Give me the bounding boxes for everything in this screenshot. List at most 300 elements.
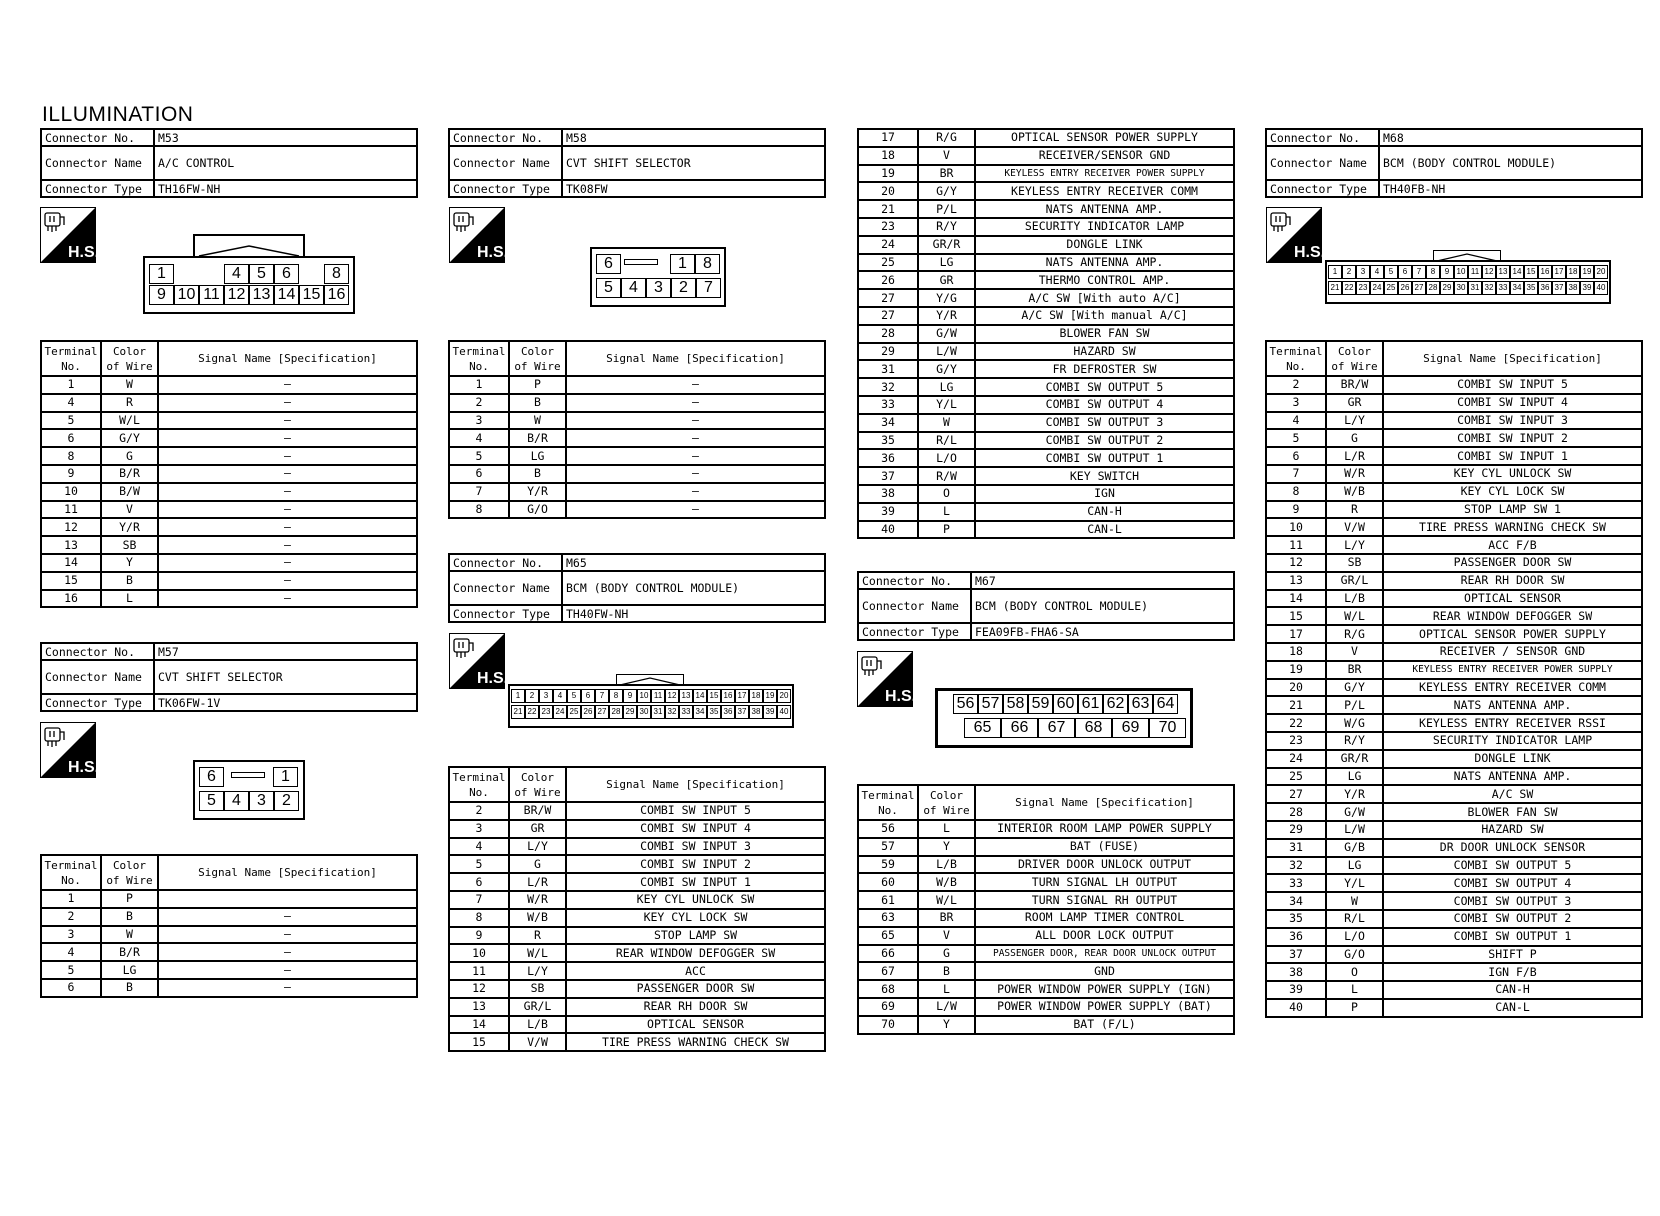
terminal-no-cell: 37 <box>858 467 918 485</box>
connector-pin: 39 <box>763 705 777 719</box>
table-row <box>1266 839 1642 857</box>
connector-pin: 4 <box>621 278 646 298</box>
signal-name-cell: OPTICAL SENSOR <box>1383 590 1642 608</box>
terminal-no-cell: 34 <box>858 414 918 432</box>
table-row <box>1266 892 1642 910</box>
table-row <box>858 182 1234 200</box>
table-row <box>1266 928 1642 946</box>
signal-name-cell <box>158 890 417 908</box>
terminal-no-header: Terminal No. <box>41 341 101 376</box>
terminal-no-cell: 29 <box>858 343 918 361</box>
table-row <box>449 412 825 430</box>
connector-name-value: BCM (BODY CONTROL MODULE) <box>971 589 1234 623</box>
connector-pin: 22 <box>1342 281 1356 295</box>
signal-name-cell: OPTICAL SENSOR POWER SUPPLY <box>975 129 1234 147</box>
terminal-no-cell: 2 <box>1266 376 1326 394</box>
connector-pin: 14 <box>693 689 707 703</box>
signal-name-cell: REAR WINDOW DEFOGGER SW <box>1383 607 1642 625</box>
signal-name-header: Signal Name [Specification] <box>158 855 417 890</box>
terminal-no-cell: 7 <box>1266 465 1326 483</box>
wire-color-cell: P <box>101 890 158 908</box>
table-row <box>1266 768 1642 786</box>
signal-name-cell: – <box>566 501 825 519</box>
wire-color-cell: R/G <box>918 129 975 147</box>
wire-color-cell: V/W <box>509 1033 566 1051</box>
connector-pin: 8 <box>609 689 623 703</box>
signal-name-cell: BLOWER FAN SW <box>1383 803 1642 821</box>
terminal-no-cell: 1 <box>449 376 509 394</box>
connector-pin: 30 <box>1454 281 1468 295</box>
table-row <box>41 979 417 997</box>
signal-name-cell: COMBI SW OUTPUT 3 <box>1383 892 1642 910</box>
signal-name-cell: DONGLE LINK <box>975 236 1234 254</box>
table-row <box>1266 501 1642 519</box>
table-row <box>449 394 825 412</box>
signal-name-cell: COMBI SW INPUT 1 <box>1383 447 1642 465</box>
table-row <box>41 572 417 590</box>
table-row <box>1266 483 1642 501</box>
terminal-no-header: Terminal No. <box>1266 341 1326 376</box>
terminal-no-cell: 18 <box>1266 643 1326 661</box>
table-row <box>1266 625 1642 643</box>
connector-pin: 2 <box>1342 265 1356 279</box>
table-row <box>449 429 825 447</box>
terminal-no-cell: 36 <box>858 449 918 467</box>
table-row <box>858 271 1234 289</box>
wire-color-cell: SB <box>1326 554 1383 572</box>
signal-name-cell: SECURITY INDICATOR LAMP <box>1383 732 1642 750</box>
terminal-no-cell: 70 <box>858 1016 918 1034</box>
connector-type-value: TH40FB-NH <box>1379 180 1642 197</box>
connector-pin: 15 <box>299 285 324 305</box>
terminal-no-cell: 5 <box>449 855 509 873</box>
wire-color-cell: R <box>509 927 566 945</box>
terminal-no-cell: 10 <box>449 944 509 962</box>
terminal-no-cell: 31 <box>858 360 918 378</box>
terminal-no-cell: 19 <box>1266 661 1326 679</box>
terminal-no-cell: 3 <box>41 926 101 944</box>
signal-name-cell: – <box>158 412 417 430</box>
connector-pin: 28 <box>1426 281 1440 295</box>
connector-no-value: M53 <box>154 129 417 146</box>
signal-name-cell: IGN <box>975 485 1234 503</box>
wire-color-cell: R/Y <box>918 218 975 236</box>
connector-name-label: Connector Name <box>858 589 971 623</box>
signal-name-cell: TIRE PRESS WARNING CHECK SW <box>566 1033 825 1051</box>
terminal-no-cell: 59 <box>858 856 918 874</box>
wire-color-cell: B/R <box>101 943 158 961</box>
table-row <box>1266 981 1642 999</box>
signal-name-cell: PASSENGER DOOR SW <box>566 980 825 998</box>
table-row <box>449 802 825 820</box>
table-row <box>1266 714 1642 732</box>
hs-label: H.S. <box>477 244 509 261</box>
signal-name-cell: COMBI SW INPUT 1 <box>566 873 825 891</box>
wire-color-cell: G/Y <box>101 429 158 447</box>
signal-name-cell: TURN SIGNAL RH OUTPUT <box>975 891 1234 909</box>
terminal-no-cell: 3 <box>449 412 509 430</box>
terminal-no-cell: 13 <box>41 536 101 554</box>
wire-color-cell: L/B <box>918 856 975 874</box>
connector-name-value: CVT SHIFT SELECTOR <box>562 146 825 180</box>
wire-color-cell: LG <box>101 961 158 979</box>
signal-name-cell: CAN-L <box>1383 999 1642 1017</box>
color-of-wire-header: Color of Wire <box>101 855 158 890</box>
table-row <box>858 449 1234 467</box>
connector-pin: 29 <box>623 705 637 719</box>
color-of-wire-header: Color of Wire <box>101 341 158 376</box>
table-row <box>1266 572 1642 590</box>
signal-name-cell: COMBI SW OUTPUT 1 <box>1383 928 1642 946</box>
signal-name-cell: PASSENGER DOOR SW <box>1383 554 1642 572</box>
connector-no-label: Connector No. <box>41 129 154 146</box>
wire-color-cell: L/W <box>918 998 975 1016</box>
wire-color-cell: LG <box>1326 768 1383 786</box>
wire-color-cell: L <box>918 980 975 998</box>
table-row <box>449 855 825 873</box>
table-row <box>1266 999 1642 1017</box>
terminal-no-cell: 21 <box>1266 696 1326 714</box>
terminal-no-cell: 12 <box>41 518 101 536</box>
signal-name-cell: DONGLE LINK <box>1383 750 1642 768</box>
terminal-no-cell: 32 <box>858 378 918 396</box>
signal-name-cell: COMBI SW INPUT 3 <box>566 838 825 856</box>
terminal-no-cell: 14 <box>41 554 101 572</box>
wire-color-cell: GR <box>918 271 975 289</box>
connector-pin: 60 <box>1053 694 1078 714</box>
table-row <box>449 873 825 891</box>
connector-pin: 1 <box>273 767 298 787</box>
wire-color-cell: SB <box>101 536 158 554</box>
table-row <box>858 414 1234 432</box>
wire-color-cell: GR/L <box>509 998 566 1016</box>
signal-name-cell: COMBI SW OUTPUT 5 <box>1383 857 1642 875</box>
connector-pin: 17 <box>1552 265 1566 279</box>
wire-color-cell: L <box>101 590 158 608</box>
signal-name-cell: – <box>158 376 417 394</box>
terminal-no-cell: 23 <box>858 218 918 236</box>
wire-color-cell: G/W <box>918 325 975 343</box>
wire-color-cell: BR <box>918 909 975 927</box>
wire-color-cell: GR/L <box>1326 572 1383 590</box>
wire-color-cell: W/L <box>509 944 566 962</box>
terminal-no-cell: 61 <box>858 891 918 909</box>
hs-icon <box>1266 207 1326 263</box>
connector-name-value: BCM (BODY CONTROL MODULE) <box>1379 146 1642 180</box>
hs-icon <box>449 633 509 689</box>
signal-name-cell: – <box>158 501 417 519</box>
terminal-no-cell: 4 <box>41 943 101 961</box>
wire-color-cell: Y <box>918 1016 975 1034</box>
wire-color-cell: Y/G <box>918 289 975 307</box>
wire-color-cell: BR/W <box>1326 376 1383 394</box>
signal-name-cell: ROOM LAMP TIMER CONTROL <box>975 909 1234 927</box>
table-row <box>1266 607 1642 625</box>
wire-color-cell: R <box>1326 501 1383 519</box>
terminal-no-cell: 4 <box>41 394 101 412</box>
signal-name-cell: STOP LAMP SW 1 <box>1383 501 1642 519</box>
signal-name-cell: DRIVER DOOR UNLOCK OUTPUT <box>975 856 1234 874</box>
signal-name-cell: – <box>566 376 825 394</box>
wire-color-cell: G/Y <box>918 360 975 378</box>
terminal-no-cell: 63 <box>858 909 918 927</box>
table-row <box>1266 536 1642 554</box>
connector-pin: 70 <box>1149 718 1186 738</box>
signal-name-cell: A/C SW <box>1383 785 1642 803</box>
table-row <box>858 998 1234 1016</box>
connector-type-label: Connector Type <box>449 605 562 622</box>
connector-pin: 11 <box>651 689 665 703</box>
wire-color-cell: P <box>509 376 566 394</box>
connector-pin: 11 <box>199 285 224 305</box>
terminal-no-cell: 3 <box>1266 394 1326 412</box>
signal-name-cell: HAZARD SW <box>975 343 1234 361</box>
wire-color-cell: R/G <box>1326 625 1383 643</box>
terminal-no-cell: 1 <box>41 376 101 394</box>
connector-pin: 15 <box>707 689 721 703</box>
connector-pin: 37 <box>735 705 749 719</box>
connector-pin: 13 <box>249 285 274 305</box>
terminal-no-cell: 28 <box>858 325 918 343</box>
terminal-no-cell: 66 <box>858 945 918 963</box>
table-row <box>858 218 1234 236</box>
terminal-no-cell: 5 <box>41 412 101 430</box>
wire-color-cell: L/Y <box>1326 412 1383 430</box>
terminal-no-cell: 10 <box>41 483 101 501</box>
table-row <box>858 927 1234 945</box>
signal-name-cell: TIRE PRESS WARNING CHECK SW <box>1383 518 1642 536</box>
connector-pin: 36 <box>1538 281 1552 295</box>
terminal-no-cell: 13 <box>1266 572 1326 590</box>
wire-color-cell: BR <box>918 165 975 183</box>
connector-pin: 3 <box>1356 265 1370 279</box>
terminal-no-cell: 13 <box>449 998 509 1016</box>
signal-name-cell: OPTICAL SENSOR <box>566 1016 825 1034</box>
connector-pin: 9 <box>623 689 637 703</box>
wire-color-cell: G/W <box>1326 803 1383 821</box>
connector-pin: 12 <box>665 689 679 703</box>
table-row <box>1266 554 1642 572</box>
wire-color-cell: Y/L <box>1326 874 1383 892</box>
terminal-no-cell: 60 <box>858 873 918 891</box>
wire-color-cell: SB <box>509 980 566 998</box>
table-row <box>858 856 1234 874</box>
connector-pin: 13 <box>1496 265 1510 279</box>
table-row <box>1266 803 1642 821</box>
wire-color-cell: G/Y <box>1326 679 1383 697</box>
table-row <box>1266 946 1642 964</box>
wire-color-cell: L/O <box>1326 928 1383 946</box>
connector-pin: 2 <box>525 689 539 703</box>
table-row <box>858 343 1234 361</box>
wire-color-cell: GR <box>1326 394 1383 412</box>
signal-name-cell: – <box>566 412 825 430</box>
wire-color-cell: B <box>101 908 158 926</box>
table-row <box>41 536 417 554</box>
terminal-no-cell: 12 <box>449 980 509 998</box>
terminal-no-cell: 6 <box>1266 447 1326 465</box>
signal-name-cell: COMBI SW OUTPUT 5 <box>975 378 1234 396</box>
wire-color-cell: L/O <box>918 449 975 467</box>
terminal-no-cell: 2 <box>449 802 509 820</box>
connector-pin: 12 <box>224 285 249 305</box>
table-row <box>858 945 1234 963</box>
connector-pin: 32 <box>665 705 679 719</box>
terminal-no-cell: 12 <box>1266 554 1326 572</box>
terminal-no-cell: 25 <box>858 254 918 272</box>
signal-name-cell: COMBI SW INPUT 3 <box>1383 412 1642 430</box>
signal-name-cell: A/C SW [With manual A/C] <box>975 307 1234 325</box>
connector-pin: 34 <box>1510 281 1524 295</box>
terminal-no-cell: 14 <box>1266 590 1326 608</box>
wire-color-cell: O <box>918 485 975 503</box>
terminal-no-cell: 4 <box>449 838 509 856</box>
terminal-no-cell: 6 <box>41 429 101 447</box>
connector-name-label: Connector Name <box>41 660 154 694</box>
signal-name-cell: – <box>158 429 417 447</box>
connector-housing <box>624 259 658 265</box>
table-row <box>449 483 825 501</box>
table-row <box>1266 518 1642 536</box>
connector-pin: 18 <box>749 689 763 703</box>
connector-pin: 69 <box>1112 718 1149 738</box>
connector-no-label: Connector No. <box>41 643 154 660</box>
connector-pin: 15 <box>1524 265 1538 279</box>
signal-name-cell: INTERIOR ROOM LAMP POWER SUPPLY <box>975 820 1234 838</box>
signal-name-cell: ALL DOOR LOCK OUTPUT <box>975 927 1234 945</box>
table-row <box>449 944 825 962</box>
wire-color-cell: V/W <box>1326 518 1383 536</box>
terminal-no-cell: 33 <box>1266 874 1326 892</box>
connector-pin: 1 <box>149 264 174 284</box>
terminal-no-cell: 15 <box>1266 607 1326 625</box>
connector-header-m58 <box>448 128 826 198</box>
connector-pin: 30 <box>637 705 651 719</box>
signal-name-cell: THERMO CONTROL AMP. <box>975 271 1234 289</box>
table-row <box>449 465 825 483</box>
signal-name-cell: A/C SW [With auto A/C] <box>975 289 1234 307</box>
color-of-wire-header: Color of Wire <box>1326 341 1383 376</box>
wire-color-cell: Y/R <box>918 307 975 325</box>
table-row <box>1266 785 1642 803</box>
connector-name-label: Connector Name <box>449 571 562 605</box>
wire-color-cell: W/G <box>1326 714 1383 732</box>
terminal-no-cell: 36 <box>1266 928 1326 946</box>
connector-pin <box>299 264 324 284</box>
terminal-table-m68 <box>1265 340 1643 1018</box>
wire-color-cell: B <box>509 465 566 483</box>
terminal-no-cell: 35 <box>1266 910 1326 928</box>
connector-pin: 25 <box>1384 281 1398 295</box>
wire-color-cell: R/L <box>918 432 975 450</box>
table-row <box>1266 874 1642 892</box>
terminal-no-cell: 18 <box>858 147 918 165</box>
table-row <box>1266 643 1642 661</box>
table-row <box>858 236 1234 254</box>
table-row <box>1266 679 1642 697</box>
connector-pin: 24 <box>1370 281 1384 295</box>
terminal-no-cell: 39 <box>1266 981 1326 999</box>
wire-color-cell: B/R <box>509 429 566 447</box>
terminal-no-cell: 15 <box>41 572 101 590</box>
wire-color-cell: Y/R <box>101 518 158 536</box>
connector-pin: 3 <box>539 689 553 703</box>
wire-color-cell: W/R <box>1326 465 1383 483</box>
connector-pin: 8 <box>1426 265 1440 279</box>
table-row <box>858 165 1234 183</box>
connector-name-label: Connector Name <box>41 146 154 180</box>
connector-pin: 62 <box>1103 694 1128 714</box>
connector-no-label: Connector No. <box>449 554 562 571</box>
connector-housing <box>231 772 265 778</box>
terminal-no-cell: 15 <box>449 1033 509 1051</box>
connector-pin: 7 <box>1412 265 1426 279</box>
table-row <box>858 503 1234 521</box>
connector-pin: 21 <box>511 705 525 719</box>
connector-no-value: M65 <box>562 554 825 571</box>
terminal-no-cell: 23 <box>1266 732 1326 750</box>
terminal-no-cell: 37 <box>1266 946 1326 964</box>
hs-label: H.S. <box>68 759 100 776</box>
table-row <box>449 447 825 465</box>
table-row <box>858 521 1234 539</box>
terminal-no-cell: 7 <box>449 483 509 501</box>
signal-name-cell: COMBI SW OUTPUT 4 <box>975 396 1234 414</box>
signal-name-cell: COMBI SW OUTPUT 2 <box>1383 910 1642 928</box>
wire-color-cell: V <box>101 501 158 519</box>
table-row <box>858 289 1234 307</box>
wire-color-cell: V <box>918 147 975 165</box>
table-row <box>1266 750 1642 768</box>
terminal-no-cell: 2 <box>449 394 509 412</box>
wire-color-cell: BR <box>1326 661 1383 679</box>
wire-color-cell: R <box>101 394 158 412</box>
table-row <box>1266 732 1642 750</box>
table-row <box>41 465 417 483</box>
connector-pin: 40 <box>777 705 791 719</box>
wire-color-cell: L <box>918 503 975 521</box>
wire-color-cell: Y/R <box>1326 785 1383 803</box>
connector-type-value: FEA09FB-FHA6-SA <box>971 623 1234 640</box>
table-row <box>1266 661 1642 679</box>
wire-color-cell: P/L <box>918 200 975 218</box>
signal-name-cell: POWER WINDOW POWER SUPPLY (BAT) <box>975 998 1234 1016</box>
terminal-no-cell: 14 <box>449 1016 509 1034</box>
connector-pin: 2 <box>671 278 696 298</box>
signal-name-cell: POWER WINDOW POWER SUPPLY (IGN) <box>975 980 1234 998</box>
wire-color-cell: W/R <box>509 891 566 909</box>
connector-pin: 64 <box>1153 694 1178 714</box>
connector-pin: 3 <box>249 791 274 811</box>
connector-pin: 68 <box>1075 718 1112 738</box>
signal-name-cell: – <box>158 465 417 483</box>
table-row <box>858 873 1234 891</box>
connector-pin: 36 <box>721 705 735 719</box>
connector-pin: 38 <box>1566 281 1580 295</box>
terminal-no-cell: 31 <box>1266 839 1326 857</box>
terminal-no-cell: 16 <box>41 590 101 608</box>
signal-name-cell: COMBI SW INPUT 2 <box>1383 429 1642 447</box>
signal-name-cell: NATS ANTENNA AMP. <box>1383 768 1642 786</box>
table-row <box>449 501 825 519</box>
connector-type-label: Connector Type <box>1266 180 1379 197</box>
table-row <box>41 890 417 908</box>
connector-pin: 3 <box>646 278 671 298</box>
signal-name-cell: – <box>158 926 417 944</box>
wire-color-cell: R/Y <box>1326 732 1383 750</box>
connector-pin: 4 <box>224 264 249 284</box>
terminal-no-cell: 8 <box>449 909 509 927</box>
